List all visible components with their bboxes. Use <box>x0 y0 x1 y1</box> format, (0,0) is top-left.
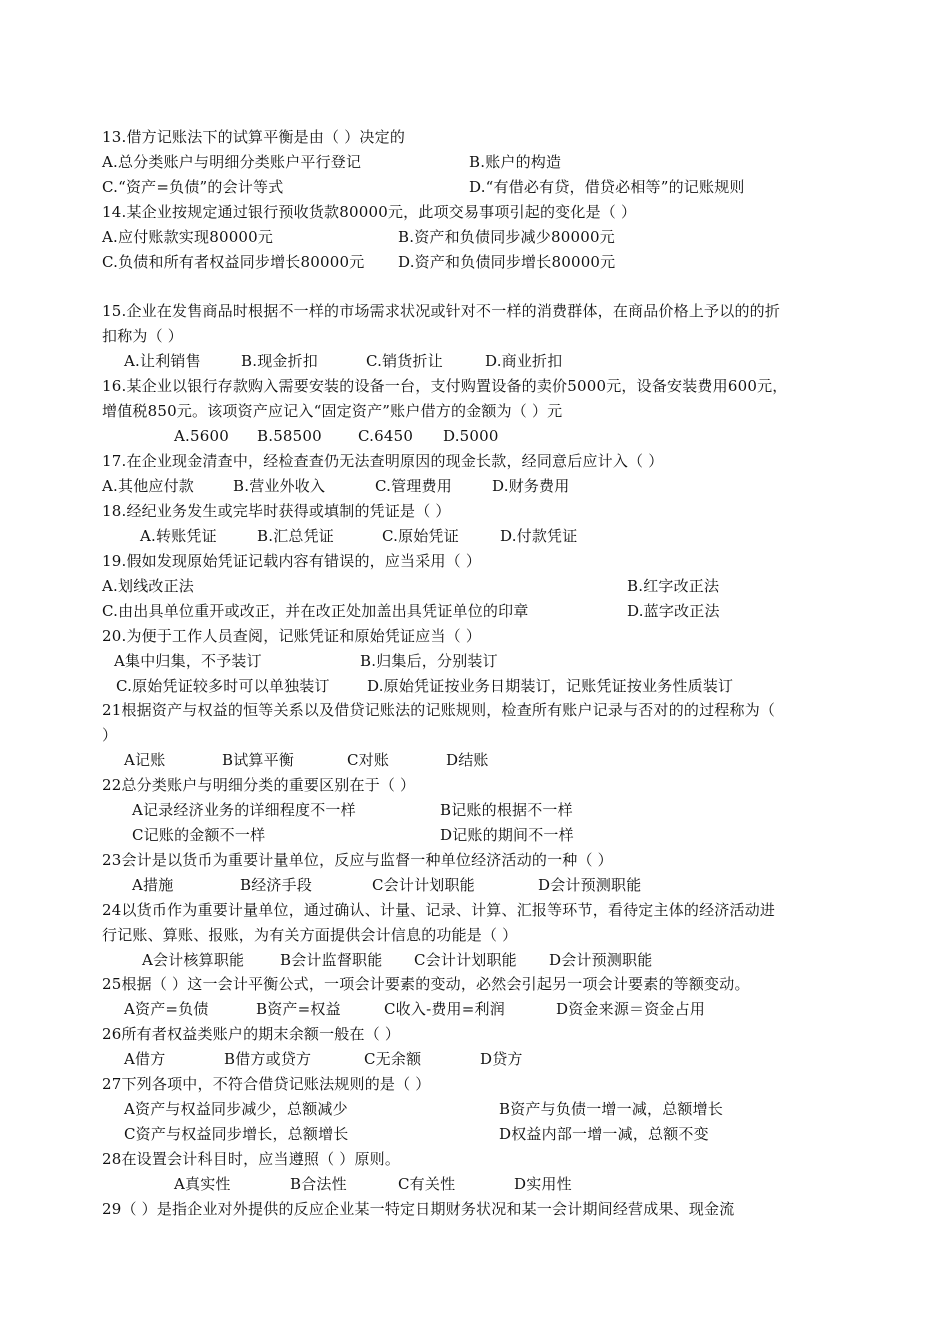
question-text: 扣称为（ ） <box>102 327 183 345</box>
option-b: B资产与负债一增一减，总额增长 <box>499 1100 724 1118</box>
option-d: D.付款凭证 <box>500 527 578 545</box>
question-text: 增值税850元。该项资产应记入“固定资产”账户借方的金额为（ ）元 <box>102 402 563 420</box>
option-a: A集中归集，不予装订 <box>114 652 262 670</box>
question-text: ） <box>102 726 118 744</box>
option-a: A.转账凭证 <box>140 527 217 545</box>
option-a: A措施 <box>132 876 174 894</box>
option-c: C资产与权益同步增长，总额增长 <box>124 1125 349 1143</box>
option-c: C.管理费用 <box>375 477 452 495</box>
option-b: B.归集后，分别装订 <box>360 652 498 670</box>
option-b: B.营业外收入 <box>233 477 326 495</box>
option-a: A资产与权益同步减少，总额减少 <box>124 1100 348 1118</box>
option-b: B经济手段 <box>240 876 313 894</box>
option-d: D.蓝字改正法 <box>627 602 720 620</box>
option-c: C.负债和所有者权益同步增长80000元 <box>102 253 365 271</box>
option-c: C.原始凭证 <box>382 527 459 545</box>
option-d: D权益内部一增一减，总额不变 <box>499 1125 709 1143</box>
option-c: C无余额 <box>364 1050 422 1068</box>
question-text: 25根据（ ）这一会计平衡公式，一项会计要素的变动，必然会引起另一项会计要素的等额变动。 <box>102 975 750 993</box>
option-b: B会计监督职能 <box>280 951 383 969</box>
question-text: 行记账、算账、报账，为有关方面提供会计信息的功能是（ ） <box>102 926 518 944</box>
option-a: A.让利销售 <box>124 352 201 370</box>
option-c: C记账的金额不一样 <box>132 826 266 844</box>
question-text: 17.在企业现金清查中，经检查查仍无法查明原因的现金长款，经同意后应计入（ ） <box>102 452 664 470</box>
option-a: A真实性 <box>174 1175 231 1193</box>
option-a: A.5600 <box>174 427 229 445</box>
option-a: A记录经济业务的详细程度不一样 <box>132 801 356 819</box>
question-text: 23会计是以货币为重要计量单位，反应与监督一种单位经济活动的一种（ ） <box>102 851 613 869</box>
question-text: 29（ ）是指企业对外提供的反应企业某一特定日期财务状况和某一会计期间经营成果、现金流 <box>102 1200 735 1218</box>
question-text: 26所有者权益类账户的期末余额一般在（ ） <box>102 1025 401 1043</box>
question-text: 19.假如发现原始凭证记载内容有错误的，应当采用（ ） <box>102 552 482 570</box>
option-d: D贷方 <box>480 1050 523 1068</box>
option-c: C对账 <box>347 751 390 769</box>
option-a: A借方 <box>124 1050 166 1068</box>
option-b: B.现金折扣 <box>241 352 318 370</box>
option-c: C会计计划职能 <box>414 951 517 969</box>
question-text: 20.为便于工作人员查阅，记账凭证和原始凭证应当（ ） <box>102 627 482 645</box>
question-text: 22总分类账户与明细分类的重要区别在于（ ） <box>102 776 416 794</box>
option-a: A会计核算职能 <box>142 951 245 969</box>
option-c: C.原始凭证较多时可以单独装订 <box>116 677 330 695</box>
question-text: 28在设置会计科目时，应当遵照（ ）原则。 <box>102 1150 401 1168</box>
question-text: 16.某企业以银行存款购入需要安装的设备一台，支付购置设备的卖价5000元，设备安装费用600元， <box>102 377 788 395</box>
option-c: C.“资产=负债”的会计等式 <box>102 178 284 196</box>
option-d: D.“有借必有贷，借贷必相等”的记账规则 <box>469 178 745 196</box>
option-c: C.由出具单位重开或改正，并在改正处加盖出具凭证单位的印章 <box>102 602 529 620</box>
option-b: B.58500 <box>257 427 322 445</box>
question-text: 21根据资产与权益的恒等关系以及借贷记账法的记账规则，检查所有账户记录与否对的的过程称为（ <box>102 701 776 719</box>
question-text: 13.借方记账法下的试算平衡是由（ ）决定的 <box>102 128 406 146</box>
option-b: B借方或贷方 <box>224 1050 312 1068</box>
option-d: D实用性 <box>514 1175 572 1193</box>
option-b: B.资产和负债同步减少80000元 <box>398 228 615 246</box>
option-c: C有关性 <box>398 1175 456 1193</box>
option-d: D会计预测职能 <box>549 951 653 969</box>
option-d: D.财务费用 <box>492 477 570 495</box>
option-d: D.原始凭证按业务日期装订，记账凭证按业务性质装订 <box>367 677 734 695</box>
option-d: D会计预测职能 <box>538 876 642 894</box>
option-d: D.资产和负债同步增长80000元 <box>398 253 616 271</box>
option-b: B合法性 <box>290 1175 347 1193</box>
question-text: 14.某企业按规定通过银行预收货款80000元，此项交易事项引起的变化是（ ） <box>102 203 637 221</box>
option-a: A.应付账款实现80000元 <box>102 228 274 246</box>
option-d: D资金来源＝资金占用 <box>556 1000 706 1018</box>
option-b: B记账的根据不一样 <box>440 801 573 819</box>
option-c: C.6450 <box>358 427 414 445</box>
option-b: B.红字改正法 <box>627 577 720 595</box>
option-b: B.汇总凭证 <box>257 527 334 545</box>
option-a: A.总分类账户与明细分类账户平行登记 <box>102 153 362 171</box>
option-d: D.商业折扣 <box>485 352 563 370</box>
option-d: D记账的期间不一样 <box>440 826 574 844</box>
question-text: 15.企业在发售商品时根据不一样的市场需求状况或针对不一样的消费群体，在商品价格上予以的的折 <box>102 302 781 320</box>
option-b: B.账户的构造 <box>469 153 562 171</box>
option-d: D结账 <box>446 751 489 769</box>
option-c: C.销货折让 <box>366 352 443 370</box>
question-text: 27下列各项中，不符合借贷记账法规则的是（ ） <box>102 1075 431 1093</box>
option-b: B试算平衡 <box>222 751 295 769</box>
option-c: C会计计划职能 <box>372 876 475 894</box>
option-a: A记账 <box>124 751 166 769</box>
question-text: 18.经纪业务发生或完毕时获得或填制的凭证是（ ） <box>102 502 451 520</box>
option-a: A.划线改正法 <box>102 577 195 595</box>
option-a: A.其他应付款 <box>102 477 195 495</box>
option-d: D.5000 <box>443 427 499 445</box>
option-b: B资产=权益 <box>256 1000 341 1018</box>
option-c: C收入-费用=利润 <box>384 1000 505 1018</box>
question-text: 24以货币作为重要计量单位，通过确认、计量、记录、计算、汇报等环节，看待定主体的经济活动进 <box>102 901 776 919</box>
option-a: A资产=负债 <box>124 1000 209 1018</box>
